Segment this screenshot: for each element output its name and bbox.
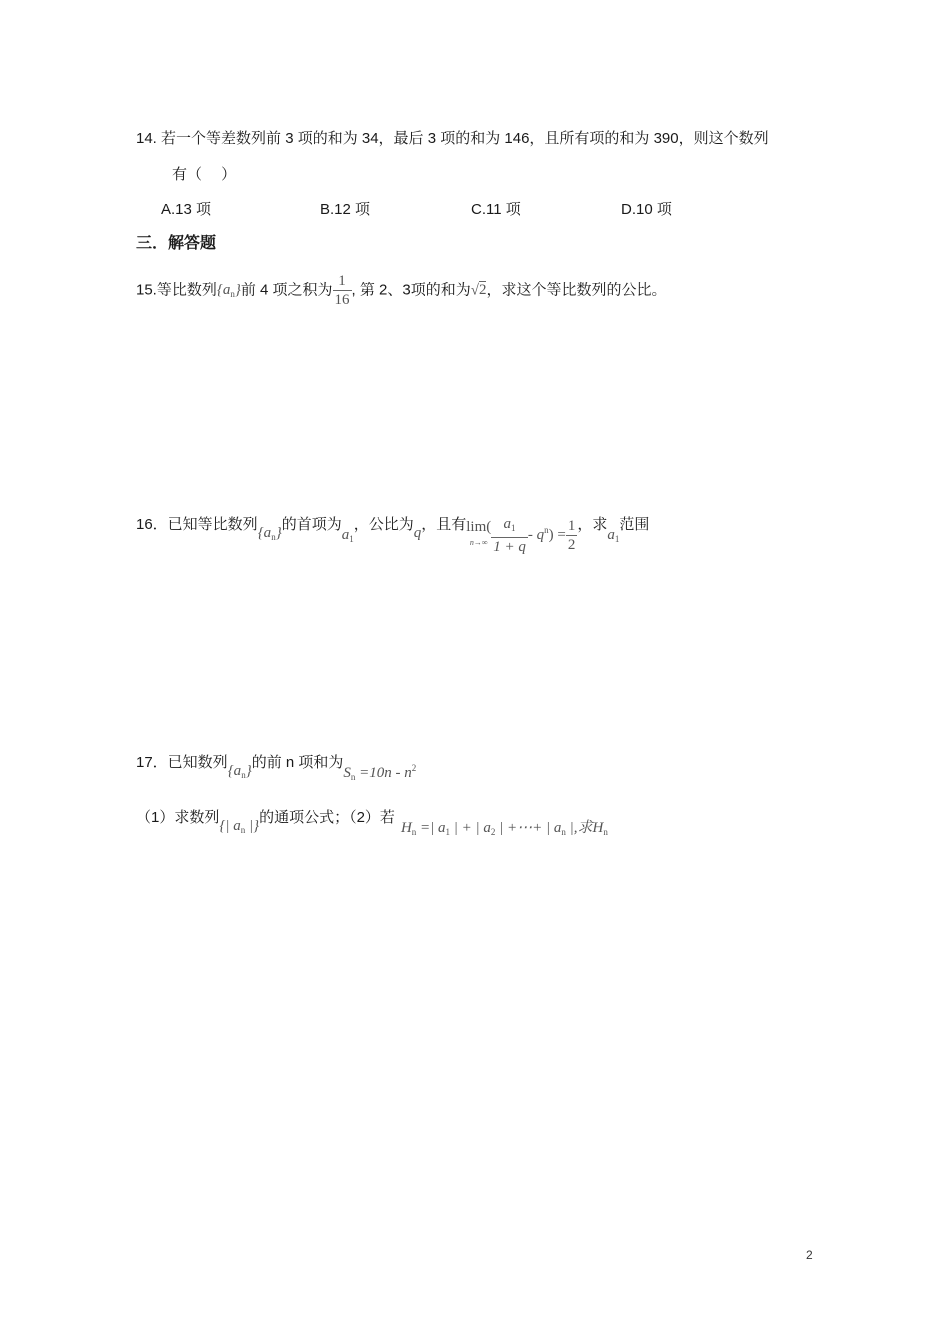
q14-line2: 有（ ） — [172, 166, 237, 183]
q17-part1-label: （1）求数列 — [136, 809, 220, 826]
q17-seq: $\{a_n\}$ — [227, 763, 252, 780]
q16-mid1: 的首项为 — [281, 516, 342, 533]
q14-option-b: B.12 项 — [320, 201, 371, 218]
q15-fraction: $\frac{1}{16}$ — [334, 273, 350, 308]
q15-suffix: ，求这个等比数列的公比。 — [486, 281, 667, 299]
q16-a1b: $a_1$ — [607, 527, 620, 544]
q16-seq: $\{a_n\}$ — [257, 525, 282, 542]
q14-option-d: D.10 项 — [621, 201, 672, 218]
section-heading: 三．解答题 — [136, 235, 217, 252]
q17-sum-formula: $S_n =10n - n^2$ — [343, 763, 417, 782]
q16-half: $\frac{1}{2}$ — [567, 517, 576, 553]
q17-abs-seq: {| $a_n$ |} — [219, 818, 260, 835]
q15-mid2: , 第 2、3项的和为 — [351, 281, 471, 299]
q16-limit-rest: - $q^n$ — [527, 525, 549, 543]
q14-option-c: C.11 项 — [471, 201, 521, 218]
q15-mid1: 前 4 项之积为 — [240, 281, 333, 299]
page-number: 2 — [806, 1248, 813, 1262]
q16-mid4: ，求 — [577, 516, 608, 533]
q16-limit-close: ) = — [548, 527, 566, 543]
q14-option-a: A.13 项 — [161, 201, 212, 218]
q15-sqrt: √2 — [470, 282, 487, 299]
q16-suffix: 范围 — [619, 516, 650, 533]
q17-h-formula: $H_n$ =| $a_1$ | + | $a_2$ | +⋯+ | $a_n$ |,求$H_n$ — [400, 820, 608, 837]
q17-part1-text: 的通项公式；（2）若 — [259, 809, 395, 826]
q15-seq: $\{a_n\}$ — [216, 282, 241, 300]
q16-limit: lim( n→∞ — [466, 519, 492, 548]
q17-line2 — [136, 800, 608, 840]
q15 — [136, 272, 667, 312]
q16-limit-fraction: $\frac{a_1}{1 + q}$ — [493, 515, 526, 555]
q16-mid2: ，公比为 — [353, 516, 414, 533]
q15-prefix: 15.等比数列 — [136, 281, 217, 299]
q17-mid1: 的前 n 项和为 — [251, 754, 344, 771]
q16-prefix: 16．已知等比数列 — [136, 516, 258, 533]
q16-q: q — [413, 525, 422, 541]
q17-line1 — [136, 740, 416, 785]
q16-mid3: ，且有 — [421, 516, 467, 533]
q17-prefix: 17．已知数列 — [136, 754, 228, 771]
q14-line1: 14. 若一个等差数列前 3 项的和为 34，最后 3 项的和为 146，且所有项的和为 390，则这个数列 — [136, 130, 769, 147]
q16-a1: $a_1$ — [341, 527, 354, 544]
q16 — [136, 500, 650, 555]
